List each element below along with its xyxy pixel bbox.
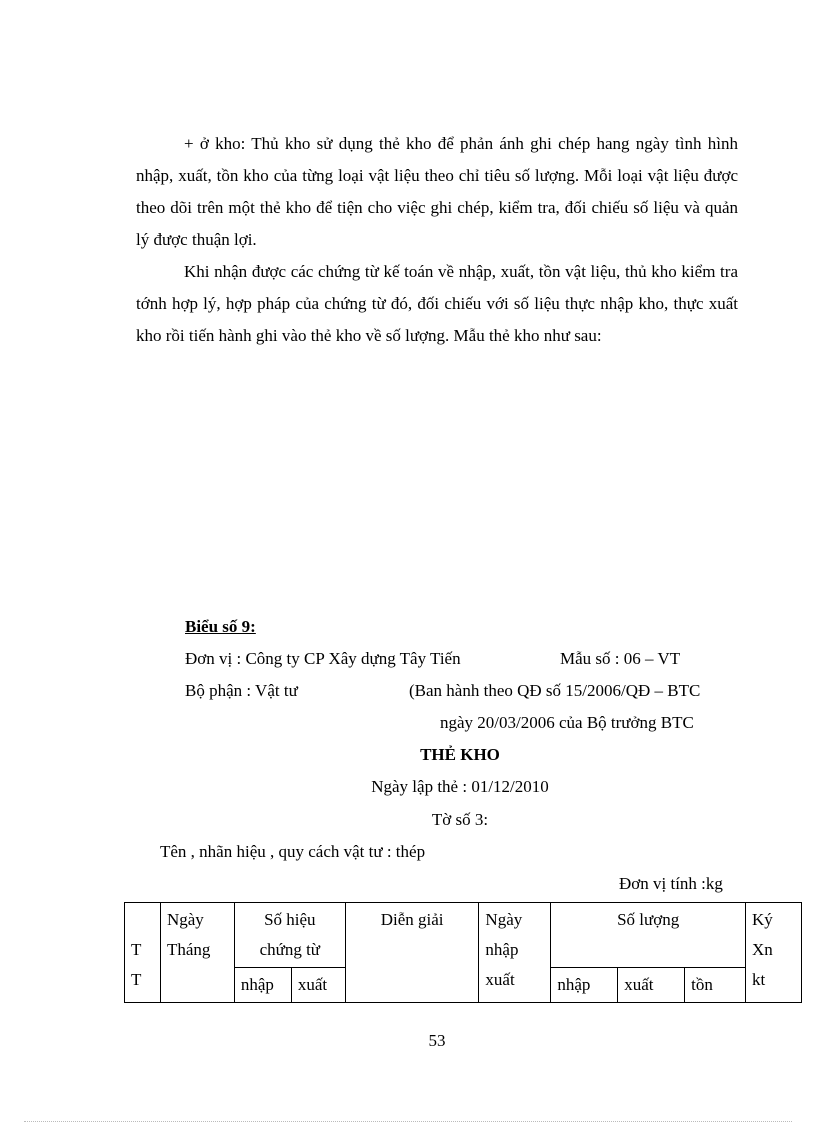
column-signature: Ký Xn kt	[746, 903, 802, 1003]
unit-of-measure: Đơn vị tính :kg	[619, 874, 723, 893]
column-date: Ngày Tháng	[160, 903, 234, 1003]
card-title: THẺ KHO	[420, 745, 500, 764]
page-number: 53	[428, 1031, 446, 1050]
department-label: Bộ phận : Vật tư	[185, 681, 298, 700]
sheet-number: Tờ số 3:	[431, 810, 489, 829]
form-number-label: Biểu số 9:	[185, 617, 256, 636]
stock-card-table	[124, 902, 802, 1003]
column-doc-export: xuất	[291, 968, 345, 1003]
page-bottom-divider	[24, 1121, 792, 1122]
column-stt: T T	[125, 903, 161, 1003]
paragraph-receiving-documents: Khi nhận được các chứng từ kế toán về nhập, xuất, tồn vật liệu, thủ kho kiểm tra tớnh hợp lý, hợp pháp của chứng từ đó, đối chiếu với số liệu thực nhập kho, thực xuất kho rồi tiến hành ghi vào thẻ kho về số lượng. Mẫu thẻ kho như sau:	[136, 262, 738, 345]
column-document-number: Số hiệu chứng từ	[234, 903, 345, 968]
unit-label: Đơn vị : Công ty CP Xây dựng Tây Tiến	[185, 649, 461, 668]
paragraph-warehouse-method: + ở kho: Thủ kho sử dụng thẻ kho để phản ánh ghi chép hang ngày tình hình nhập, xuất, tồn kho của từng loại vật liệu theo chỉ tiêu số lượng. Mỗi loại vật liệu được theo dõi trên một thẻ kho để tiện cho việc ghi chép, kiểm tra, đối chiếu số liệu và quản lý được thuận lợi.	[136, 134, 738, 249]
material-name: Tên , nhãn hiệu , quy cách vật tư : thép	[160, 842, 426, 861]
card-date: Ngày lập thẻ : 01/12/2010	[371, 777, 549, 796]
column-qty-import: nhập	[551, 968, 618, 1003]
issued-by-line: (Ban hành theo QĐ số 15/2006/QĐ – BTC	[409, 681, 701, 700]
column-qty-export: xuất	[618, 968, 685, 1003]
column-doc-import: nhập	[234, 968, 291, 1003]
column-entry-date: Ngày nhập xuất	[479, 903, 551, 1003]
column-qty-balance: tồn	[685, 968, 746, 1003]
column-description: Diễn giải	[345, 903, 479, 1003]
template-number: Mẫu số : 06 – VT	[560, 649, 681, 668]
issued-date-line: ngày 20/03/2006 của Bộ trưởng BTC	[440, 713, 694, 732]
column-quantity: Số lượng	[551, 903, 746, 968]
